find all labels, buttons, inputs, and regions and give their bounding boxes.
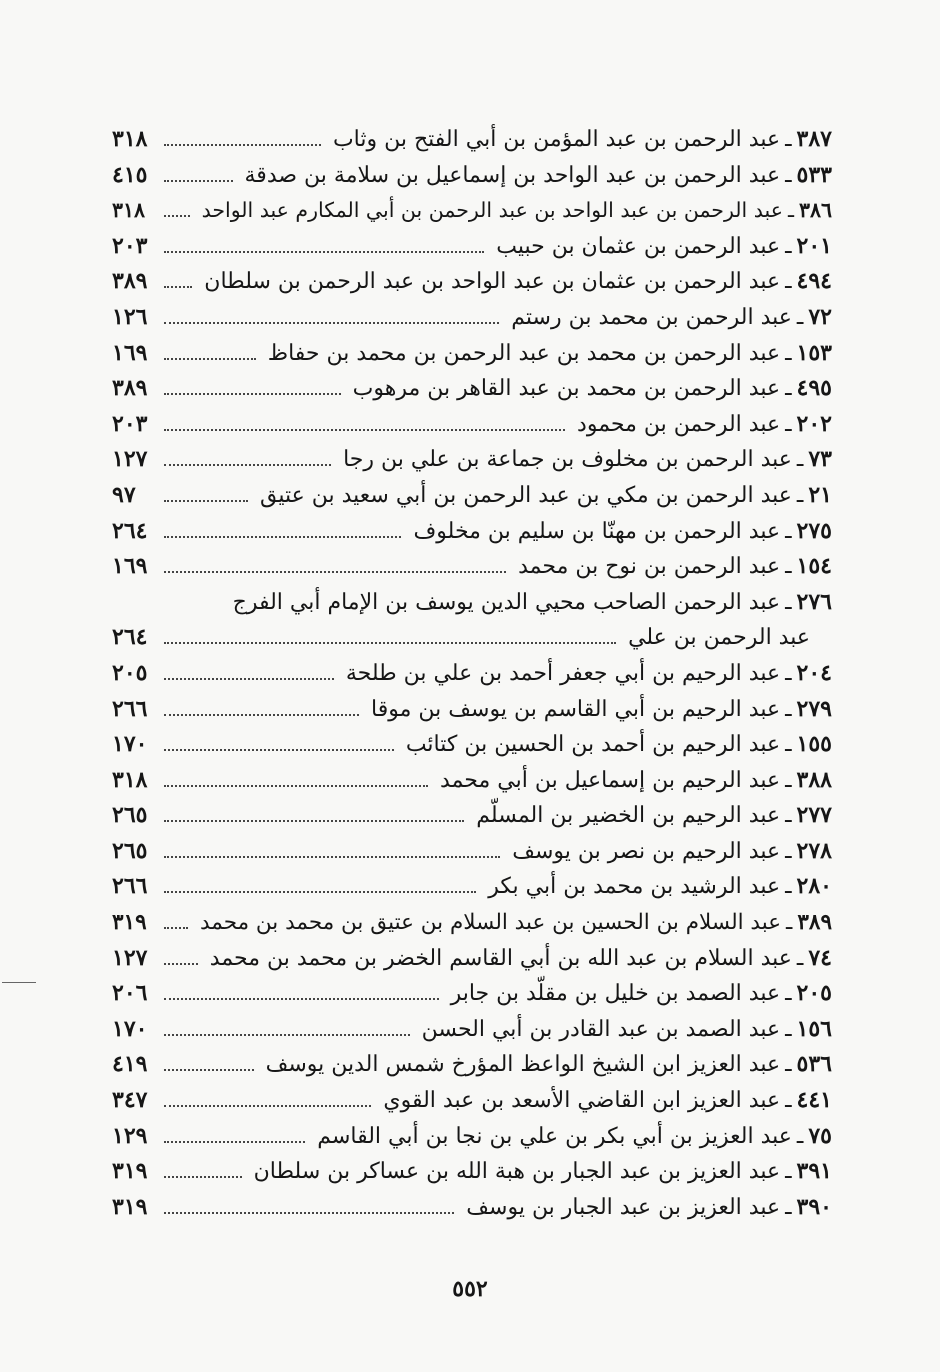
dot-leader — [164, 286, 192, 288]
entry-number: ٤٩٤ — [796, 268, 832, 295]
entry-number: ٢٠٤ — [796, 659, 832, 686]
index-entry — [112, 692, 832, 728]
index-entry — [112, 941, 832, 977]
entry-separator: ـ — [785, 838, 792, 864]
entry-page-ref: ٣٨٩ — [112, 375, 148, 402]
entry-name: عبد العزيز بن أبي بكر بن علي بن نجا بن أبي القاسم — [317, 1123, 792, 1149]
entry-page-ref: ٤١٥ — [112, 161, 148, 188]
index-entry — [112, 549, 832, 585]
index-entry — [112, 122, 832, 158]
entry-separator: ـ — [785, 269, 792, 295]
entry-number: ٧٥ — [808, 1122, 832, 1149]
entry-separator: ـ — [785, 589, 792, 615]
index-entry — [112, 371, 832, 407]
dot-leader — [164, 429, 565, 431]
entry-separator: ـ — [785, 1194, 792, 1220]
entry-separator: ـ — [785, 732, 792, 758]
dot-leader — [164, 714, 359, 716]
dot-leader — [164, 1034, 410, 1036]
entry-page-ref: ٣٨٩ — [112, 268, 148, 295]
dot-leader — [164, 820, 464, 822]
dot-leader — [164, 1105, 371, 1107]
entry-number: ٢٧٧ — [796, 802, 832, 829]
dot-leader — [164, 856, 500, 858]
entry-name: عبد الرحمن بن محمود — [577, 411, 781, 437]
index-entry — [112, 1119, 832, 1155]
dot-leader — [164, 215, 190, 217]
index-entry — [112, 656, 832, 692]
entry-page-ref: ١٢٩ — [112, 1122, 148, 1149]
dot-leader — [164, 144, 321, 146]
entry-number: ٤٩٥ — [796, 375, 832, 402]
entry-separator: ـ — [785, 1016, 792, 1042]
entry-name: عبد العزيز ابن القاضي الأسعد بن عبد القوي — [383, 1088, 781, 1114]
entry-page-ref: ١٢٧ — [112, 446, 148, 473]
entry-name: عبد الرحمن بن محمد بن عبد الرحمن بن محمد بن حفاظ — [267, 340, 781, 366]
index-entry — [112, 798, 832, 834]
index-entry — [112, 478, 832, 514]
entry-page-ref: ٢٦٥ — [112, 837, 148, 864]
entry-page-ref: ١٢٧ — [112, 944, 148, 971]
dot-leader — [164, 536, 401, 538]
entry-page-ref: ٢٦٦ — [112, 873, 148, 900]
entry-name: عبد الرشيد بن محمد بن أبي بكر — [488, 874, 781, 900]
dot-leader — [164, 998, 439, 1000]
index-entry — [112, 1190, 832, 1226]
index-entry — [112, 1154, 832, 1190]
entry-page-ref: ٢٦٤ — [112, 624, 148, 651]
entry-page-ref: ١٦٩ — [112, 553, 148, 580]
entry-name: عبد الرحمن بن عثمان بن عبد الواحد بن عبد الرحمن بن سلطان — [204, 269, 781, 295]
entry-page-ref: ٩٧ — [112, 481, 136, 508]
dot-leader — [164, 1141, 305, 1143]
entry-page-ref: ٣١٨ — [112, 126, 148, 152]
entry-name: عبد العزيز بن عبد الجبار بن يوسف — [466, 1194, 781, 1220]
entry-separator: ـ — [785, 1159, 792, 1185]
index-entry — [112, 869, 832, 905]
entry-separator: ـ — [796, 1123, 804, 1149]
entry-name: عبد الصمد بن عبد القادر بن أبي الحسن — [421, 1016, 781, 1042]
entry-number: ٤٤١ — [796, 1087, 832, 1114]
entry-number: ٢٧٥ — [796, 517, 832, 544]
entry-name: عبد الرحيم بن أبي جعفر أحمد بن علي بن طلحة — [345, 660, 781, 686]
index-entry — [112, 229, 832, 265]
index-entry — [112, 834, 832, 870]
index-entry — [112, 585, 832, 621]
index-entry — [112, 336, 832, 372]
entry-separator: ـ — [785, 803, 792, 829]
dot-leader — [164, 678, 334, 680]
index-entry — [112, 442, 832, 478]
entry-number: ٣٩١ — [796, 1158, 832, 1185]
entry-page-ref: ٣٤٧ — [112, 1087, 148, 1114]
dot-leader — [164, 963, 198, 965]
entry-name: عبد الرحمن بن مهنّا بن سليم بن مخلوف — [413, 518, 781, 544]
entry-separator: ـ — [785, 233, 792, 259]
entry-separator: ـ — [785, 874, 792, 900]
entry-name: عبد الرحمن الصاحب محيي الدين يوسف بن الإمام أبي الفرج — [232, 589, 781, 615]
entry-page-ref: ١٧٠ — [112, 1015, 148, 1042]
dot-leader — [164, 393, 341, 395]
index-entry — [112, 407, 832, 443]
entry-number: ٢٧٨ — [796, 837, 832, 864]
entry-name: عبد العزيز ابن الشيخ الواعظ المؤرخ شمس الدين يوسف — [265, 1052, 781, 1078]
entry-separator: ـ — [786, 910, 793, 936]
entry-name: عبد الرحيم بن أحمد بن الحسين بن كتائب — [405, 732, 781, 758]
entry-number: ٣٨٦ — [798, 198, 832, 223]
entry-page-ref: ٢٠٣ — [112, 232, 148, 259]
index-entry — [112, 1083, 832, 1119]
entry-separator: ـ — [785, 660, 792, 686]
entry-page-ref: ٢٦٦ — [112, 695, 148, 722]
entry-name: عبد الرحيم بن نصر بن يوسف — [512, 838, 781, 864]
entry-number: ٢١ — [808, 481, 832, 508]
margin-mark — [2, 982, 36, 983]
entry-number: ١٥٤ — [796, 553, 832, 580]
entry-number: ٥٣٦ — [796, 1051, 832, 1078]
entry-page-ref: ٣١٩ — [112, 1193, 148, 1220]
entry-number: ١٥٣ — [796, 339, 832, 366]
entry-name: عبد العزيز بن عبد الجبار بن هبة الله بن عساكر بن سلطان — [253, 1159, 781, 1185]
dot-leader — [164, 891, 476, 893]
entry-number: ٣٨٨ — [796, 766, 832, 793]
index-entry — [112, 976, 832, 1012]
dot-leader — [164, 251, 484, 253]
entry-name: عبد الرحمن بن عبد الواحد بن إسماعيل بن سلامة بن صدقة — [244, 162, 781, 188]
dot-leader — [164, 785, 428, 787]
entry-number: ١٥٥ — [796, 731, 832, 758]
dot-leader — [164, 322, 499, 324]
entry-page-ref: ٣١٨ — [112, 766, 148, 793]
entry-separator: ـ — [787, 198, 794, 223]
entry-number: ٢٠١ — [796, 232, 832, 259]
dot-leader — [164, 464, 331, 466]
entry-name: عبد الرحمن بن محمد بن عبد القاهر بن مرهوب — [352, 376, 781, 402]
entry-number: ٧٢ — [808, 303, 832, 330]
dot-leader — [164, 571, 506, 573]
entry-separator: ـ — [785, 696, 792, 722]
entry-name: عبد السلام بن عبد الله بن أبي القاسم الخضر بن محمد بن محمد — [209, 945, 792, 971]
entry-name: عبد الرحيم بن إسماعيل بن أبي محمد — [440, 767, 781, 793]
index-entry — [112, 158, 832, 194]
entry-number: ١٥٦ — [796, 1015, 832, 1042]
entry-page-ref: ١٦٩ — [112, 339, 148, 366]
entry-number: ٣٨٩ — [797, 910, 832, 936]
entry-separator: ـ — [796, 304, 804, 330]
index-entry — [112, 300, 832, 336]
entry-name: عبد الرحمن بن عبد المؤمن بن أبي الفتح بن وثاب — [332, 127, 781, 152]
entry-number: ٢٧٦ — [796, 588, 832, 615]
entry-separator: ـ — [796, 447, 804, 473]
index-entry — [112, 1047, 832, 1083]
index-entry — [112, 193, 832, 229]
entry-separator: ـ — [785, 411, 792, 437]
entry-separator: ـ — [785, 1052, 792, 1078]
index-entry — [112, 1012, 832, 1048]
index-entry — [112, 727, 832, 763]
index-entry — [112, 514, 832, 550]
entry-number: ٢٠٢ — [796, 410, 832, 437]
entry-name: عبد الرحمن بن مخلوف بن جماعة بن علي بن رجا — [343, 447, 792, 473]
dot-leader — [164, 1212, 454, 1214]
entry-number: ٧٣ — [808, 446, 832, 473]
entry-separator: ـ — [785, 376, 792, 402]
entry-page-ref: ٢٦٤ — [112, 517, 148, 544]
entry-number: ٣٨٧ — [796, 126, 832, 152]
entry-separator: ـ — [796, 482, 804, 508]
entry-separator: ـ — [785, 340, 792, 366]
entry-separator: ـ — [796, 945, 804, 971]
entry-name-continuation: عبد الرحمن بن علي — [628, 625, 810, 651]
entry-name: عبد الصمد بن خليل بن مقلّد بن جابر — [450, 981, 781, 1007]
entry-page-ref: ٢٠٥ — [112, 659, 148, 686]
entry-page-ref: ٤١٩ — [112, 1051, 148, 1078]
entry-separator: ـ — [785, 127, 792, 152]
entry-name: عبد الرحمن بن مكي بن عبد الرحمن بن أبي سعيد بن عتيق — [260, 482, 792, 508]
dot-leader — [164, 500, 248, 502]
entry-name: عبد الرحمن بن عبد الواحد بن عبد الرحمن بن أبي المكارم عبد الواحد — [201, 198, 783, 223]
entry-page-ref: ٢٠٦ — [112, 980, 148, 1007]
index-entry — [112, 763, 832, 799]
entry-separator: ـ — [785, 518, 792, 544]
dot-leader — [164, 749, 394, 751]
entry-name: عبد الرحمن بن عثمان بن حبيب — [496, 233, 781, 259]
entry-name: عبد الرحيم بن الخضير بن المسلّم — [476, 803, 781, 829]
entry-name: عبد الرحمن بن محمد بن رستم — [511, 304, 792, 330]
entry-number: ٣٩٠ — [796, 1193, 832, 1220]
entry-name: عبد الرحيم بن أبي القاسم بن يوسف بن موقا — [371, 696, 781, 722]
index-entry-continuation — [112, 620, 832, 656]
dot-leader — [164, 927, 188, 929]
entry-separator: ـ — [785, 767, 792, 793]
entry-separator: ـ — [785, 162, 792, 188]
entry-separator: ـ — [785, 554, 792, 580]
index-list — [112, 122, 832, 1225]
page-number: ٥٥٢ — [452, 1276, 488, 1302]
entry-page-ref: ١٢٦ — [112, 303, 148, 330]
entry-page-ref: ٣١٨ — [112, 198, 146, 223]
entry-number: ٢٠٥ — [796, 980, 832, 1007]
entry-number: ٢٨٠ — [796, 873, 832, 900]
entry-number: ٥٣٣ — [796, 161, 832, 188]
index-entry — [112, 905, 832, 941]
entry-separator: ـ — [785, 1088, 792, 1114]
entry-page-ref: ١٧٠ — [112, 731, 148, 758]
dot-leader — [164, 358, 256, 360]
entry-page-ref: ٢٠٣ — [112, 410, 148, 437]
dot-leader — [164, 1176, 242, 1178]
entry-separator: ـ — [785, 981, 792, 1007]
entry-name: عبد الرحمن بن نوح بن محمد — [518, 554, 781, 580]
entry-number: ٧٤ — [808, 944, 832, 971]
entry-name: عبد السلام بن الحسين بن عبد السلام بن عتيق بن محمد بن محمد — [199, 910, 782, 936]
index-entry — [112, 264, 832, 300]
entry-page-ref: ٢٦٥ — [112, 802, 148, 829]
dot-leader — [164, 1069, 254, 1071]
entry-page-ref: ٣١٩ — [112, 1158, 148, 1185]
dot-leader — [164, 642, 616, 644]
entry-number: ٢٧٩ — [796, 695, 832, 722]
dot-leader — [164, 180, 233, 182]
entry-page-ref: ٣١٩ — [112, 910, 147, 936]
